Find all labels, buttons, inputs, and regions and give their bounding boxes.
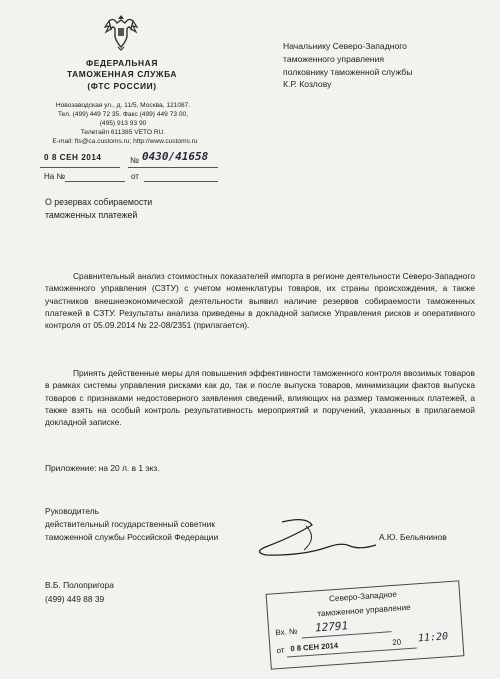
number-label: № — [130, 155, 139, 165]
stamp-line1: Северо-Западное — [328, 589, 398, 604]
stamp-vh-label: Вх. № — [275, 626, 298, 638]
handwritten-signature — [248, 512, 383, 562]
signatory-name: А.Ю. Бельянинов — [379, 532, 447, 542]
reference-from-underline — [144, 181, 218, 182]
stamp-date-label: от — [276, 645, 285, 656]
signature-block — [45, 505, 218, 544]
agency-name-line3: (ФТС РОССИИ) — [87, 81, 157, 91]
stamp-vh-number: 12791 — [314, 619, 349, 635]
executor-phone: (499) 449 88 39 — [45, 594, 105, 604]
stamp-extra: 11:20 — [417, 631, 449, 645]
agency-address: Новозаводская ул., д. 11/5, Москва, 121087. — [55, 102, 191, 109]
body-paragraph-2: Принять действенные меры для повышения эффективности таможенного контроля ввозимых товаров в рамках системы управления рисками как до, так и после выпуска товаров, минимизации фактов выпуска товаров с признаками недостоверного заявления сведений, влияющих на размер таможенных платежей, а также взять на особый контроль результативность мероприятий и поручений, указанных в прилагаемой докладной записке. — [45, 368, 475, 428]
subject-block — [45, 196, 225, 221]
agency-phone2: (495) 913 93 90 — [99, 120, 147, 127]
stamp-date: 0 8 СЕН 2014 — [290, 640, 339, 654]
stamp-year-suffix: 20 — [391, 637, 402, 648]
stamp-line2: таможенное управление — [317, 602, 411, 619]
addressee-line4: К.Р. Козлову — [283, 79, 332, 90]
registration-date: 0 8 СЕН 2014 — [44, 153, 102, 162]
incoming-stamp — [266, 580, 465, 669]
addressee-block — [283, 40, 488, 91]
agency-name-line2: ТАМОЖЕННАЯ СЛУЖБА — [66, 69, 178, 79]
subject-line2: таможенных платежей — [45, 209, 138, 220]
number-underline — [128, 167, 218, 168]
reference-from-label: от — [131, 172, 139, 181]
attachment-note: Приложение: на 20 л. в 1 экз. — [45, 463, 160, 473]
coat-of-arms-icon — [103, 11, 139, 51]
reference-underline — [65, 181, 125, 182]
agency-email: E-mail: fts@ca.customs.ru; http://www.customs.ru — [52, 138, 198, 145]
executor-name: В.Б. Полопригора — [45, 580, 114, 590]
date-underline — [40, 167, 120, 168]
agency-telegraph: Телетайп 611385 VETO RU. — [80, 129, 166, 136]
signatory-title-line3: таможенной службы Российской Федерации — [45, 532, 219, 542]
registration-number: 0430/41658 — [142, 150, 209, 163]
addressee-line1: Начальнику Северо-Западного — [283, 41, 407, 51]
reference-label: На № — [44, 172, 66, 181]
subject-line1: О резервах собираемости — [45, 197, 153, 207]
addressee-line3: полковнику таможенной службы — [283, 66, 413, 77]
agency-phone: Тел. (499) 449 72 35. Факс (499) 449 73 00, — [58, 111, 188, 118]
addressee-line2: таможенного управления — [283, 53, 384, 64]
signatory-title-line2: действительный государственный советник — [45, 519, 216, 529]
agency-name-line1: ФЕДЕРАЛЬНАЯ — [86, 58, 158, 68]
body-paragraph-1: Сравнительный анализ стоимостных показателей импорта в регионе деятельности Северо-Западного таможенного управления (СЗТУ) с учетом номенклатуры товаров, их страны происхождения, а также участников внешнеэкономической деятельности выявил наличие резервов собираемости таможенных платежей в СЗТУ. Результаты анализа приведены в докладной записке Управления рисков и оперативного контроля от 05.09.2014 № 22-08/2351 (прилагается). — [45, 271, 475, 331]
signatory-title-line1: Руководитель — [45, 506, 99, 516]
